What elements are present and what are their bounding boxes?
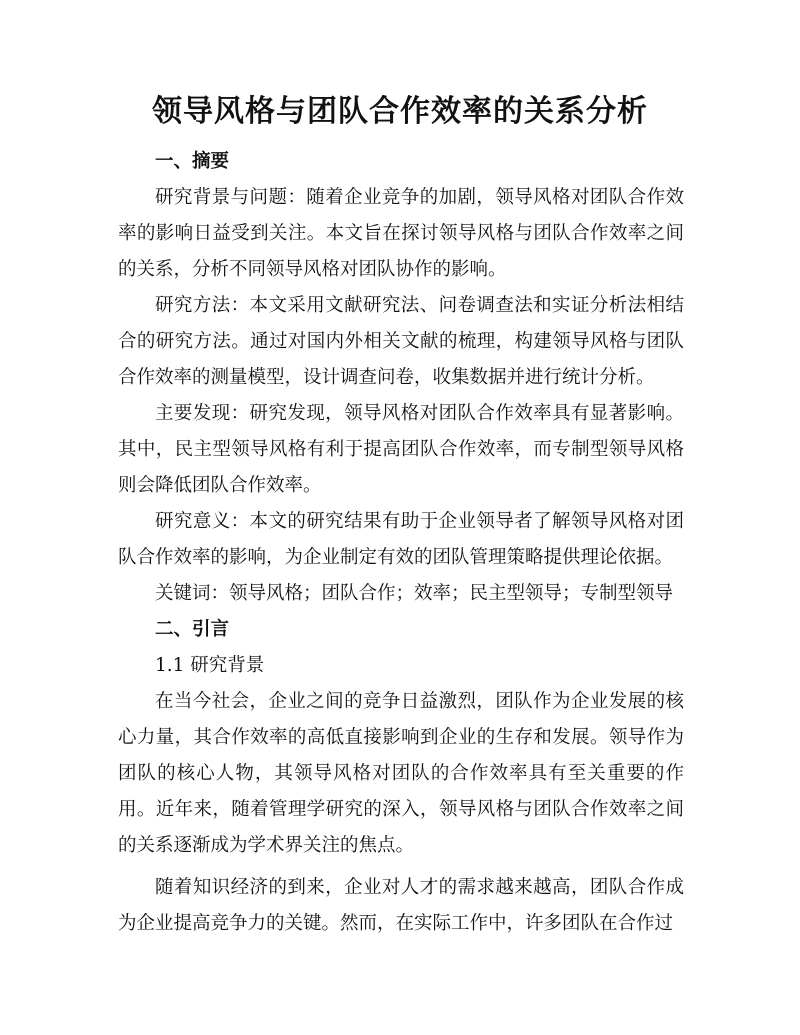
subsection-heading: 1.1 研究背景 <box>155 655 265 676</box>
document-body <box>118 144 684 942</box>
paragraph: 研究意义：本文的研究结果有助于企业领导者了解领导风格对团队合作效率的影响，为企业制定有效的团队管理策略提供理论依据。 <box>118 511 684 568</box>
paragraph: 随着知识经济的到来，企业对人才的需求越来越高，团队合作成为企业提高竞争力的关键。然而，在实际工作中，许多团队在合作过 <box>118 877 684 934</box>
paragraph: 在当今社会，企业之间的竞争日益激烈，团队作为企业发展的核心力量，其合作效率的高低直接影响到企业的生存和发展。领导作为团队的核心人物，其领导风格对团队的合作效率具有至关重要的作用。近年来，随着管理学研究的深入，领导风格与团队合作效率之间的关系逐渐成为学术界关注的焦点。 <box>118 691 684 856</box>
document-title: 领导风格与团队合作效率的关系分析 <box>152 94 648 129</box>
keywords: 关键词：领导风格；团队合作；效率；民主型领导；专制型领导 <box>155 583 674 604</box>
paragraph: 研究背景与问题：随着企业竞争的加剧，领导风格对团队合作效率的影响日益受到关注。本文旨在探讨领导风格与团队合作效率之间的关系，分析不同领导风格对团队协作的影响。 <box>118 187 684 280</box>
paragraph: 主要发现：研究发现，领导风格对团队合作效率具有显著影响。其中，民主型领导风格有利于提高团队合作效率，而专制型领导风格则会降低团队合作效率。 <box>118 403 684 496</box>
paragraph: 研究方法：本文采用文献研究法、问卷调查法和实证分析法相结合的研究方法。通过对国内外相关文献的梳理，构建领导风格与团队合作效率的测量模型，设计调查问卷，收集数据并进行统计分析。 <box>118 295 684 388</box>
section-heading-intro: 二、引言 <box>155 619 230 640</box>
section-heading-abstract: 一、摘要 <box>155 151 230 172</box>
